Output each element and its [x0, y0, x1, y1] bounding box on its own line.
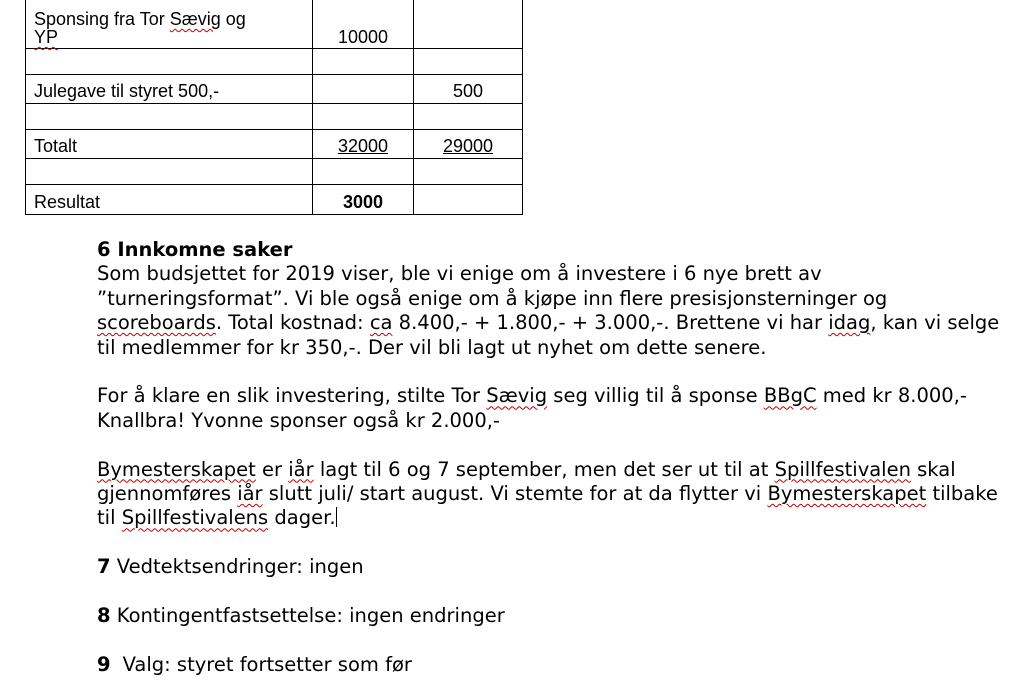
total-expense: 29000 — [442, 136, 494, 156]
table-row-empty — [26, 104, 523, 130]
section-9: 9 Valg: styret fortsetter som før — [97, 652, 412, 676]
section-8: 8 Kontingentfastsettelse: ingen endringer — [97, 604, 505, 628]
total-income: 32000 — [337, 136, 389, 156]
document-body[interactable] — [97, 238, 1007, 677]
section-number: 7 — [97, 555, 111, 579]
expense-cell — [414, 185, 523, 215]
table-row — [26, 185, 523, 215]
table-row-empty — [26, 49, 523, 75]
income-cell — [313, 130, 414, 159]
section-number: 8 — [97, 604, 111, 628]
section-number: 9 — [97, 652, 111, 676]
text-cursor — [336, 507, 337, 527]
row-label: Totalt — [26, 130, 313, 159]
spell-flagged-word[interactable]: Spillfestivalens — [121, 506, 269, 530]
income-cell — [313, 75, 414, 104]
expense-cell — [414, 130, 523, 159]
budget-table — [25, 0, 523, 215]
table-row — [26, 0, 523, 49]
result-cell: 3000 — [313, 185, 414, 215]
spell-flagged-word[interactable]: Sævig — [169, 9, 221, 29]
spell-flagged-word[interactable]: Bymesterskapet — [97, 457, 256, 481]
paragraph[interactable]: Som budsjettet for 2019 viser, ble vi enige om å investere i 6 nye brett av ”turneringsformat”. Vi ble også enige om å kjøpe inn flere presisjonsterninger og scoreboards. Total kostnad: ca 8.400,- + 1.800,- + 3.000,-. Brettene vi har idag, kan vi selge til medlemmer for kr 350,-. Der vil bli lagt ut nyhet om dette senere. — [97, 262, 1000, 359]
spell-flagged-word[interactable]: Spillfestivalen — [774, 457, 911, 481]
row-label: Sponsing fra Tor Sævig og YP — [26, 0, 313, 49]
spell-flagged-word[interactable]: YP — [34, 27, 59, 47]
income-cell: 10000 — [313, 0, 414, 49]
paragraph[interactable]: For å klare en slik investering, stilte Tor Sævig seg villig til å sponse BBgC med kr 8.000,- Knallbra! Yvonne sponser også kr 2.000,- — [97, 384, 967, 432]
spell-flagged-word[interactable]: Bymesterskapet — [767, 482, 927, 506]
row-label: Resultat — [26, 185, 313, 215]
table-row — [26, 75, 523, 104]
spell-flagged-word[interactable]: ca — [369, 311, 393, 335]
spell-flagged-word[interactable]: iår — [288, 457, 314, 481]
row-label: Julegave til styret 500,- — [26, 75, 313, 104]
spell-flagged-word[interactable]: Sævig — [486, 384, 548, 408]
expense-cell: 500 — [414, 75, 523, 104]
spell-flagged-word[interactable]: BBgC — [763, 384, 817, 408]
section-heading: 6 Innkomne saker — [97, 238, 293, 261]
spell-flagged-word[interactable]: iår — [237, 482, 263, 506]
spell-flagged-word[interactable]: scoreboards — [97, 311, 216, 335]
spell-flagged-word[interactable]: idag — [828, 311, 871, 335]
table-row-empty — [26, 159, 523, 185]
table-row — [26, 130, 523, 159]
expense-cell — [414, 0, 523, 49]
paragraph[interactable]: Bymesterskapet er iår lagt til 6 og 7 september, men det ser ut til at Spillfestivalen skal gjennomføres iår slutt juli/ start august. Vi stemte for at da flytter vi Bymesterskapet tilbake til Spillfestivalens dager. — [97, 457, 998, 530]
section-7: 7 Vedtektsendringer: ingen — [97, 555, 364, 579]
